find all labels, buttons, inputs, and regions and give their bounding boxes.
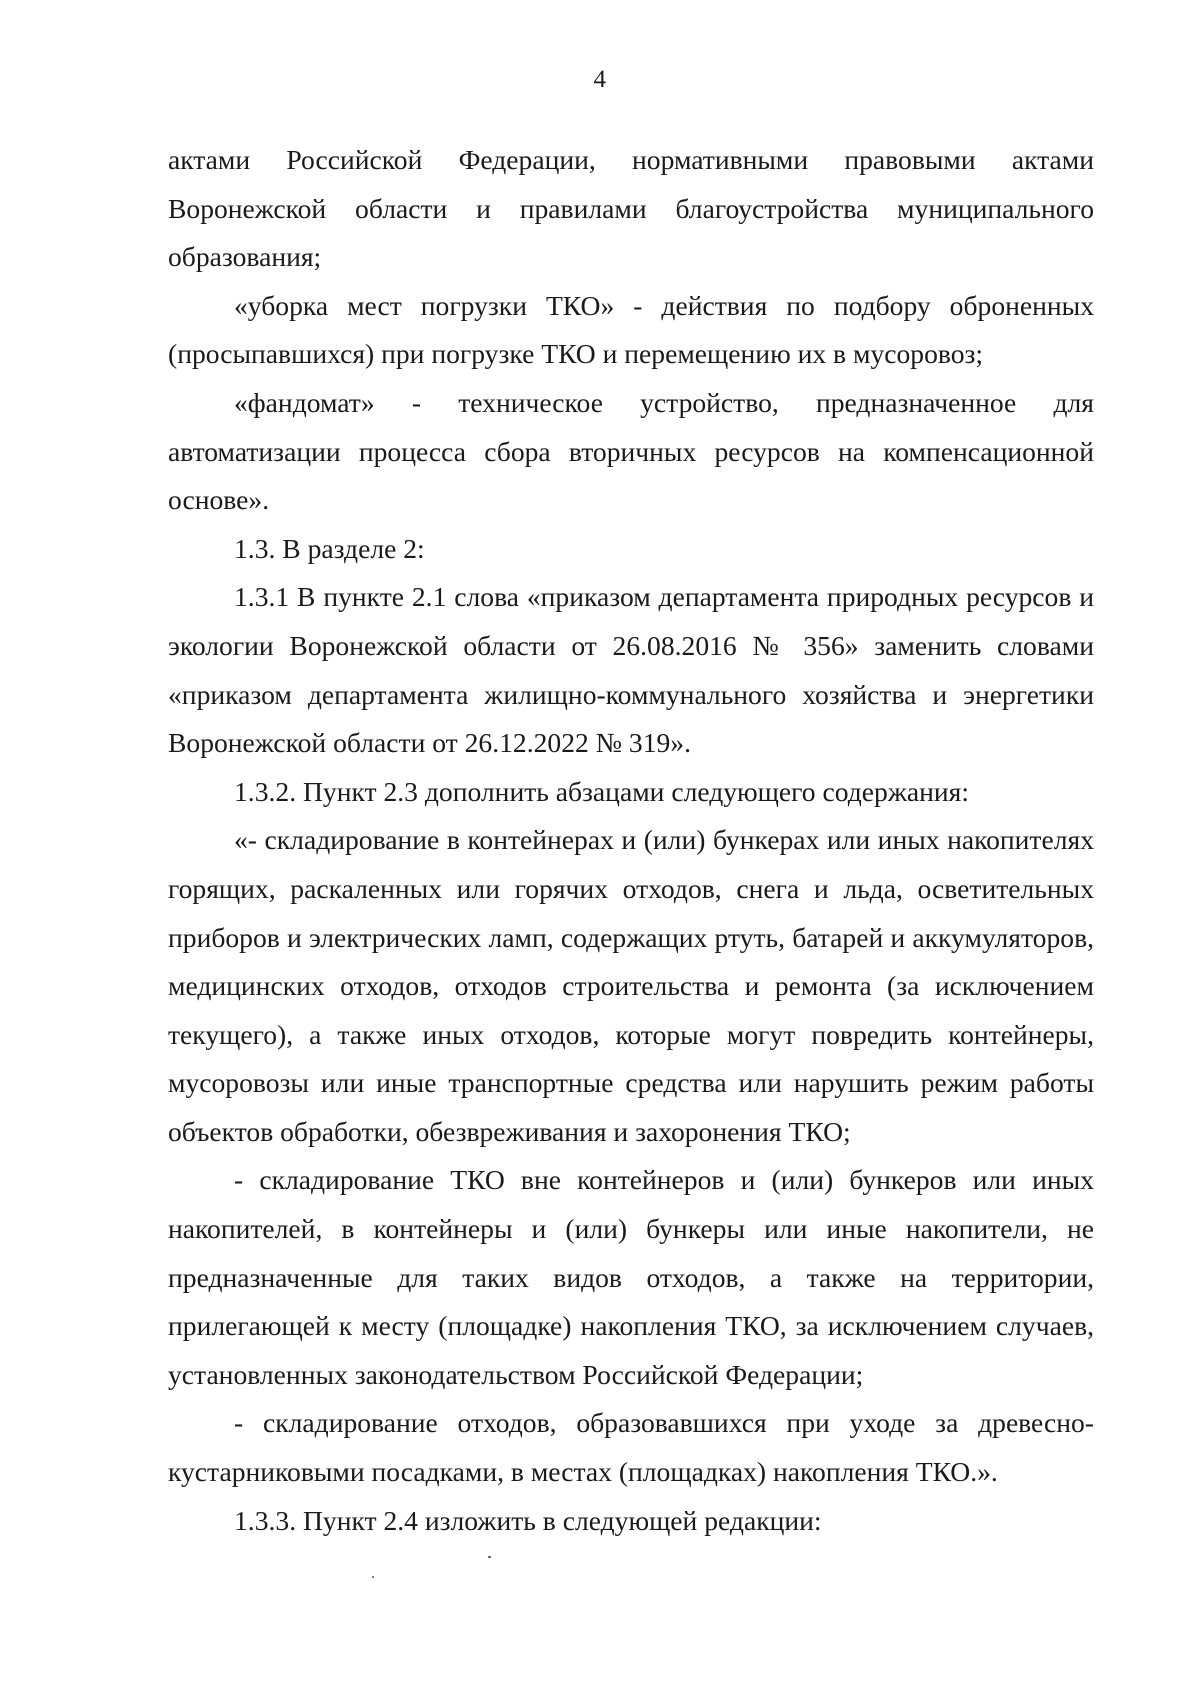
paragraph-list-item-1: «- складирование в контейнерах и (или) бункерах или иных накопителях горящих, раскаленных или горячих отходов, снега и льда, осветительных приборов и электрических ламп, содержащих ртуть, батарей и аккумуляторов, медицинских отходов, отходов строительства и ремонта (за исключением текущего), а также иных отходов, которые могут повредить контейнеры, мусоровозы или иные транспортные средства или нарушить режим работы объектов обработки, обезвреживания и захоронения ТКО; <box>168 824 1094 1147</box>
scan-artifact <box>488 1556 491 1558</box>
paragraph-list-item-3: - складирование отходов, образовавшихся при уходе за древесно-кустарниковыми посадками, в местах (площадках) накопления ТКО.». <box>168 1407 1094 1488</box>
paragraph-item-1-3-2: 1.3.2. Пункт 2.3 дополнить абзацами следующего содержания: <box>234 775 970 807</box>
paragraph-item-1-3-1: 1.3.1 В пункте 2.1 слова «приказом департамента природных ресурсов и экологии Воронежской области от 26.08.2016 № 356» заменить словами «приказом департамента жилищно-коммунального хозяйства и энергетики Воронежской области от 26.12.2022 № 319». <box>168 581 1094 759</box>
paragraph-continuation: актами Российской Федерации, нормативными правовыми актами Воронежской области и правилами благоустройства муниципального образования; <box>168 144 1094 273</box>
paragraph-list-item-2: - складирование ТКО вне контейнеров и (или) бункеров или иных накопителей, в контейнеры и (или) бункеры или иные накопители, не предназначенные для таких видов отходов, а также на территории, прилегающей к месту (площадке) накопления ТКО, за исключением случаев, установленных законодательством Российской Федерации; <box>168 1164 1094 1390</box>
paragraph-definition-cleanup: «уборка мест погрузки ТКО» - действия по подбору оброненных (просыпавшихся) при погрузке ТКО и перемещению их в мусоровоз; <box>168 289 1094 370</box>
paragraph-item-1-3-3: 1.3.3. Пункт 2.4 изложить в следующей редакции: <box>234 1504 822 1536</box>
page-number: 4 <box>593 66 607 93</box>
paragraph-definition-fandomat: «фандомат» - техническое устройство, предназначенное для автоматизации процесса сбора вторичных ресурсов на компенсационной основе». <box>168 386 1094 516</box>
document-body <box>168 136 1094 1545</box>
scan-artifact <box>372 1576 374 1578</box>
paragraph-section-heading: 1.3. В разделе 2: <box>234 532 425 564</box>
